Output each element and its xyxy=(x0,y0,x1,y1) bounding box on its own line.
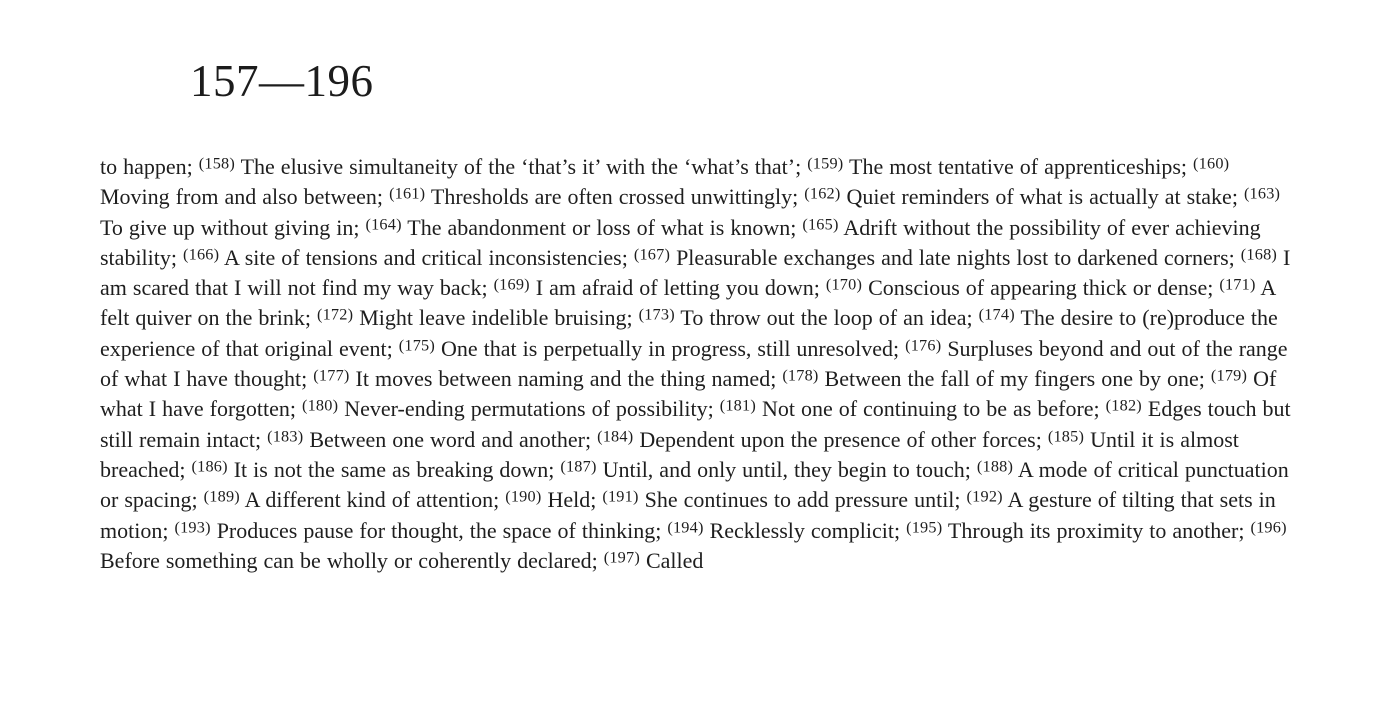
item-number: (176) xyxy=(905,335,942,355)
item-number: (193) xyxy=(174,517,211,537)
item-number: (194) xyxy=(667,517,704,537)
item-number: (190) xyxy=(505,486,542,506)
item-number: (177) xyxy=(313,365,350,385)
item-number: (187) xyxy=(560,456,597,476)
item-number: (169) xyxy=(493,274,530,294)
item-number: (186) xyxy=(191,456,228,476)
item-number: (167) xyxy=(633,244,671,264)
item-number: (197) xyxy=(603,547,640,567)
item-number: (162) xyxy=(804,183,841,203)
item-number: (161) xyxy=(389,183,426,203)
item-number: (179) xyxy=(1210,365,1248,385)
item-number: (178) xyxy=(782,365,819,385)
item-number: (180) xyxy=(301,396,339,416)
item-number: (181) xyxy=(719,396,756,416)
page-title: 157—196 xyxy=(190,56,374,106)
item-number: (168) xyxy=(1240,244,1278,264)
item-number: (173) xyxy=(638,305,675,325)
item-number: (170) xyxy=(825,274,863,294)
item-number: (165) xyxy=(802,214,839,234)
item-number: (188) xyxy=(976,456,1014,476)
item-number: (159) xyxy=(807,153,844,173)
item-number: (158) xyxy=(198,153,235,173)
item-number: (195) xyxy=(906,517,943,537)
item-number: (182) xyxy=(1105,396,1142,416)
item-number: (184) xyxy=(597,426,634,446)
item-number: (175) xyxy=(398,335,435,355)
item-number: (174) xyxy=(978,305,1015,325)
item-number: (160) xyxy=(1193,153,1230,173)
item-number: (166) xyxy=(183,244,220,264)
item-number: (191) xyxy=(602,486,639,506)
item-number: (164) xyxy=(365,214,402,234)
item-number: (189) xyxy=(203,486,240,506)
body-text: to happen; $^{(158)}$ The elusive simultaneity of the ‘that’s it’ with the ‘what’s that’; $^{(159)}$ The most tentative of apprenticeships; $^{(160)}$ Moving from and also between; $^{(161)}$ Thresholds are often crossed unwittingly; $^{(162)}$ Quiet reminders of what is actually at stake; $^{(163)}$ To give up without giving in; $^{(164)}$ The abandonment or loss of what is known; $^{(165)}$ Adrift without the possibility of ever achieving stability; $^{(166)}$ A site of tensions and critical inconsistencies; $^{(167)}$ Pleasurable exchanges and late nights lost to darkened corners; $^{(168)}$ I am scared that I will not find my way back; $^{(169)}$ I am afraid of letting you down; $^{(170)}$ Conscious of appearing thick or dense; $^{(171)}$ A felt quiver on the brink; $^{(172)}$ Might leave indelible bruising; $^{(173)}$ To throw out the loop of an idea; $^{(174)}$ The desire to (re)produce the experience of that original event; $^{(175)}$ One that is perpetually in progress, still unresolved; $^{(176)}$ Surpluses beyond and out of the range of what I have thought; $^{(177)}$ It moves between naming and the thing named; $^{(178)}$ Between the fall of my fingers one by one; $^{(179)}$ Of what I have forgotten; $^{(180)}$ Never-ending permutations of possibility; $^{(181)}$ Not one of continuing to be as before; $^{(182)}$ Edges touch but still remain intact; $^{(183)}$ Between one word and another; $^{(184)}$ Dependent upon the presence of other forces; $^{(185)}$ Until it is almost breached; $^{(186)}$ It is not the same as breaking down; $^{(187)}$ Until, and only until, they begin to touch; $^{(188)}$ A mode of critical punctuation or spacing; $^{(189)}$ A different kind of attention; $^{(190)}$ Held; $^{(191)}$ She continues to add pressure until; $^{(192)}$ A gesture of tilting that sets in motion; $^{(193)}$ Produces pause for thought, the space of thinking; $^{(194)}$ Recklessly complicit; $^{(195)}$ Through its proximity to another; $^{(196)}$ Before something can be wholly or coherently declared; $^{(197)}$ Called xyxy=(100,153,1291,573)
item-number: (185) xyxy=(1047,426,1085,446)
item-number: (196) xyxy=(1250,517,1287,537)
item-number: (183) xyxy=(267,426,304,446)
item-number: (171) xyxy=(1219,274,1256,294)
item-number: (163) xyxy=(1243,183,1281,203)
item-number: (172) xyxy=(316,305,354,325)
item-number: (192) xyxy=(966,486,1003,506)
